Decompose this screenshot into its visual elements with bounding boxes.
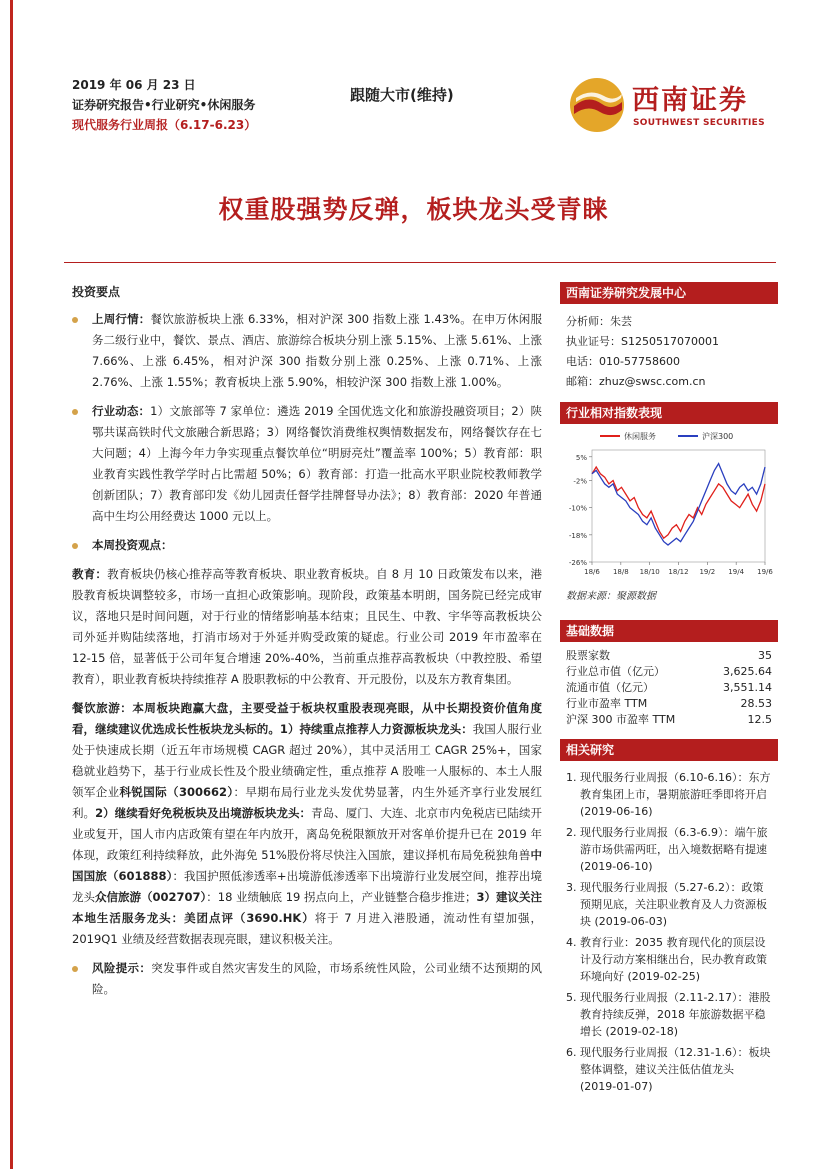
- related-research-item[interactable]: [566, 879, 772, 930]
- basic-data-row: [566, 680, 772, 696]
- report-header: [72, 75, 256, 135]
- research-title: 现代服务行业周报（5.27-6.2）：政策预期见底，关注职业教育及人力资源板块 (2019-06-03): [580, 881, 767, 928]
- bullet-label: 风险提示：: [92, 961, 152, 975]
- related-research-item[interactable]: [566, 824, 772, 875]
- bullet-label: 本周投资观点：: [92, 538, 173, 552]
- report-name: 现代服务行业周报（6.17-6.23）: [72, 118, 257, 132]
- related-research-item[interactable]: [566, 769, 772, 820]
- bullet-icon: [72, 543, 78, 549]
- education-text: 教育板块仍核心推荐高等教育板块、职业教育板块。自 8 月 10 日政策发布以来，港股教育板块调整较多，市场一直担心政策影响。现阶段，政策基本明朗，国务院已经完成审议，落地只是时间问题，对于行业的情绪影响基本结束；且民生、中教、宇华等高教板块公司外延并购陆续落地，打消市场对于外延并购受政策的疑虑。行业公司 2019 年市盈率在 12-15 倍，显著低于公司年复合增速 20%-40%，当前重点推荐高教板块（中教控股、希望教育），职业教育板块持续推荐 A 股职教标的中公教育、开元股份，以及东方教育集团。: [72, 567, 543, 686]
- basic-data-row: [566, 664, 772, 680]
- research-title: 教育行业：2035 教育现代化的顶层设计及行动方案相继出台，民办教育政策环境向好 (2019-02-25): [580, 936, 767, 983]
- bullet-market: [72, 309, 542, 393]
- catering-text-3: 青岛、厦门、大连、北京市内免税店已陆续开业或复开，国人市内店政策有望在年内放开，离岛免税限额放开对客单价提升已在 2019 年体现，政策红利持续释放，此外海免 51%股份将尽快注入国旅，建议择机布局免税独角兽: [72, 806, 543, 862]
- catering-text-2: ：早期布局行业龙头发优势显著，内生外延齐享行业发展红利。: [72, 785, 543, 820]
- basic-data-key: 行业市盈率 TTM: [566, 697, 648, 710]
- catering-text-6: 将于 7 月进入港股通，流动性有望加强，2019Q1 业绩及经营数据表现亮眼，建议积极关注。: [72, 911, 542, 946]
- research-number: 5.: [566, 991, 577, 1004]
- logo-cn: 西南证券: [632, 85, 748, 116]
- bullet-text: 1）文旅部等 7 家单位：遴选 2019 全国优选文化和旅游投融资项目；2）陕鄂共谋高铁时代文旅融合新思路；3）网络餐饮消费维权舆情数据发布，网络餐饮存在七大问题；4）上海今年力争实现重点餐饮单位“明厨亮灶”覆盖率 100%；5）教育部：职业教育实践性教学学时占比需超 50%；6）教育部：打造一批高水平职业院校教师教学创新团队；7）教育部印发《幼儿园责任督学挂牌督导办法》；8）教育部：2020 年普通高中生均公用经费达 1000 元以上。: [92, 404, 543, 523]
- title-divider: [64, 262, 776, 263]
- x-tick-label: 19/6: [757, 568, 773, 576]
- research-number: 3.: [566, 881, 577, 894]
- bullet-text: 餐饮旅游板块上涨 6.33%，相对沪深 300 指数上涨 1.43%。在申万休闲服务二级行业中，餐饮、景点、酒店、旅游综合板块分别上涨 5.15%、上涨 5.61%、上涨 7.66%、上涨 6.45%，相对沪深 300 指数分别上涨 0.25%、上涨 0.71%、上涨 2.76%、上涨 1.55%；教育板块上涨 5.90%，相较沪深 300 指数上涨 1.00%。: [92, 312, 543, 389]
- basic-data-row: [566, 712, 772, 728]
- research-number: 1.: [566, 771, 577, 784]
- bullet-text: 突发事件或自然灾害发生的风险，市场系统性风险，公司业绩不达预期的风险。: [92, 961, 543, 996]
- basic-data-value: 3,551.14: [723, 681, 772, 694]
- x-tick-label: 18/12: [668, 568, 689, 576]
- basic-data-value: 35: [758, 649, 772, 662]
- related-research-list: [560, 761, 778, 1095]
- research-title: 现代服务行业周报（6.10-6.16）：东方教育集团上市，暑期旅游旺季即将开启 (2019-06-16): [580, 771, 771, 818]
- rating: 跟随大市(维持): [350, 86, 454, 104]
- research-number: 6.: [566, 1046, 577, 1059]
- catering-bold-2: 2）继续看好免税板块及出境游板块龙头：: [95, 806, 312, 820]
- basic-data-key: 行业总市值（亿元）: [566, 665, 665, 678]
- bullet-label: 行业动态：: [92, 404, 151, 418]
- stock-uTour: 众信旅游（002707）: [95, 890, 207, 904]
- bullet-icon: [72, 409, 78, 415]
- email: 邮箱：zhuz@swsc.com.cn: [566, 375, 706, 388]
- catering-text-1: 我国人服行业处于快速成长期（近五年市场规模 CAGR 超过 20%），其中灵活用工 CAGR 25%+，国家稳就业趋势下，基于行业成长性及个股业绩确定性，重点推荐 A 股唯一人服标的、本土人服领军企业: [72, 722, 542, 799]
- catering-text-4: ：我国护照低渗透率+出境游低渗透率下出境游行业发展空间，推荐出境龙头: [72, 869, 542, 904]
- series-line-leisure: [592, 467, 765, 538]
- catering-paragraph: [72, 698, 542, 950]
- bullet-label: 上周行情：: [92, 312, 151, 326]
- page-title: 权重股强势反弹，板块龙头受青睐: [218, 195, 609, 224]
- related-research-item[interactable]: [566, 934, 772, 985]
- company-logo: [568, 76, 768, 136]
- relative-index-chart: [560, 424, 778, 587]
- education-paragraph: [72, 564, 542, 690]
- x-tick-label: 19/4: [728, 568, 745, 576]
- y-tick-label: -10%: [568, 504, 587, 513]
- x-tick-label: 18/8: [612, 568, 629, 576]
- basic-data-value: 12.5: [747, 713, 772, 726]
- plot-area: [592, 450, 765, 562]
- catering-text-5: ：18 业绩触底 19 拐点向上，产业链整合稳步推进；: [206, 890, 477, 904]
- y-tick-label: -26%: [568, 559, 587, 567]
- y-tick-label: 5%: [575, 453, 587, 462]
- research-number: 2.: [566, 826, 577, 839]
- chart-source: 数据来源：聚源数据: [566, 591, 656, 602]
- x-tick-label: 18/10: [639, 568, 660, 576]
- investment-points: [72, 282, 542, 1008]
- basic-data-title: 基础数据: [560, 620, 778, 642]
- stock-kerui: 科锐国际（300662）: [119, 785, 234, 799]
- research-title: 现代服务行业周报（2.11-2.17）：港股教育持续反弹，2018 年旅游数据平稳增长 (2019-02-18): [580, 991, 771, 1038]
- basic-data-panel: [560, 620, 778, 728]
- research-title: 现代服务行业周报（6.3-6.9）：端午旅游市场供需两旺，出入境数据略有提速 (2019-06-10): [580, 826, 768, 873]
- phone: 电话：010-57758600: [566, 355, 680, 368]
- logo-emblem-icon: [568, 76, 626, 134]
- catering-bold-5: 3）建议关注本地生活服务龙头：美团点评（3690.HK）: [72, 890, 543, 925]
- research-number: 4.: [566, 936, 577, 949]
- related-research-item[interactable]: [566, 989, 772, 1040]
- bullet-icon: [72, 966, 78, 972]
- bullet-views: [72, 535, 542, 556]
- bullet-risk: [72, 958, 542, 1000]
- logo-en: SOUTHWEST SECURITIES: [633, 118, 765, 128]
- legend-label: 休闲服务: [624, 432, 656, 441]
- basic-data-row: [566, 696, 772, 712]
- stock-cits: 中国国旅（601888）: [72, 848, 542, 883]
- research-title: 现代服务行业周报（12.31-1.6）：板块整体调整，建议关注低估值龙头 (2019-01-07): [580, 1046, 771, 1093]
- basic-data-value: 3,625.64: [723, 665, 772, 678]
- section-title: 投资要点: [72, 285, 121, 299]
- related-research-title: 相关研究: [560, 739, 778, 761]
- report-category: 证券研究报告•行业研究•休闲服务: [72, 98, 256, 112]
- x-tick-label: 19/2: [699, 568, 716, 576]
- basic-data-key: 沪深 300 市盈率 TTM: [566, 713, 676, 726]
- basic-data-value: 28.53: [740, 697, 772, 710]
- center-title: 西南证券研究发展中心: [560, 282, 778, 304]
- analyst-panel: [560, 282, 778, 392]
- basic-data-row: [566, 648, 772, 664]
- y-tick-label: -2%: [573, 477, 587, 486]
- legend-label: 沪深300: [702, 432, 734, 441]
- y-tick-label: -18%: [568, 531, 587, 540]
- series-line-hs300: [592, 464, 765, 545]
- related-research-panel: [560, 739, 778, 1099]
- sidebar-accent-bar: [10, 0, 13, 1169]
- x-tick-label: 18/6: [584, 568, 600, 576]
- related-research-item[interactable]: [566, 1044, 772, 1095]
- basic-data-list: [560, 642, 778, 728]
- license-number: 执业证号：S1250517070001: [566, 335, 719, 348]
- chart-svg: [560, 424, 778, 584]
- analyst-name: 分析师：朱芸: [566, 315, 632, 328]
- chart-title: 行业相对指数表现: [560, 402, 778, 424]
- catering-lead: 餐饮旅游：本周板块跑赢大盘，主要受益于板块权重股表现亮眼，从中长期投资价值角度看，继续建议优选成长性板块龙头标的。1）持续重点推荐人力资源板块龙头：: [72, 701, 542, 736]
- bullet-icon: [72, 317, 78, 323]
- report-date: 2019 年 06 月 23 日: [72, 78, 196, 92]
- basic-data-key: 股票家数: [566, 649, 610, 662]
- chart-panel: [560, 402, 778, 602]
- basic-data-key: 流通市值（亿元）: [566, 681, 654, 694]
- education-label: 教育：: [72, 567, 108, 581]
- bullet-industry-news: [72, 401, 542, 527]
